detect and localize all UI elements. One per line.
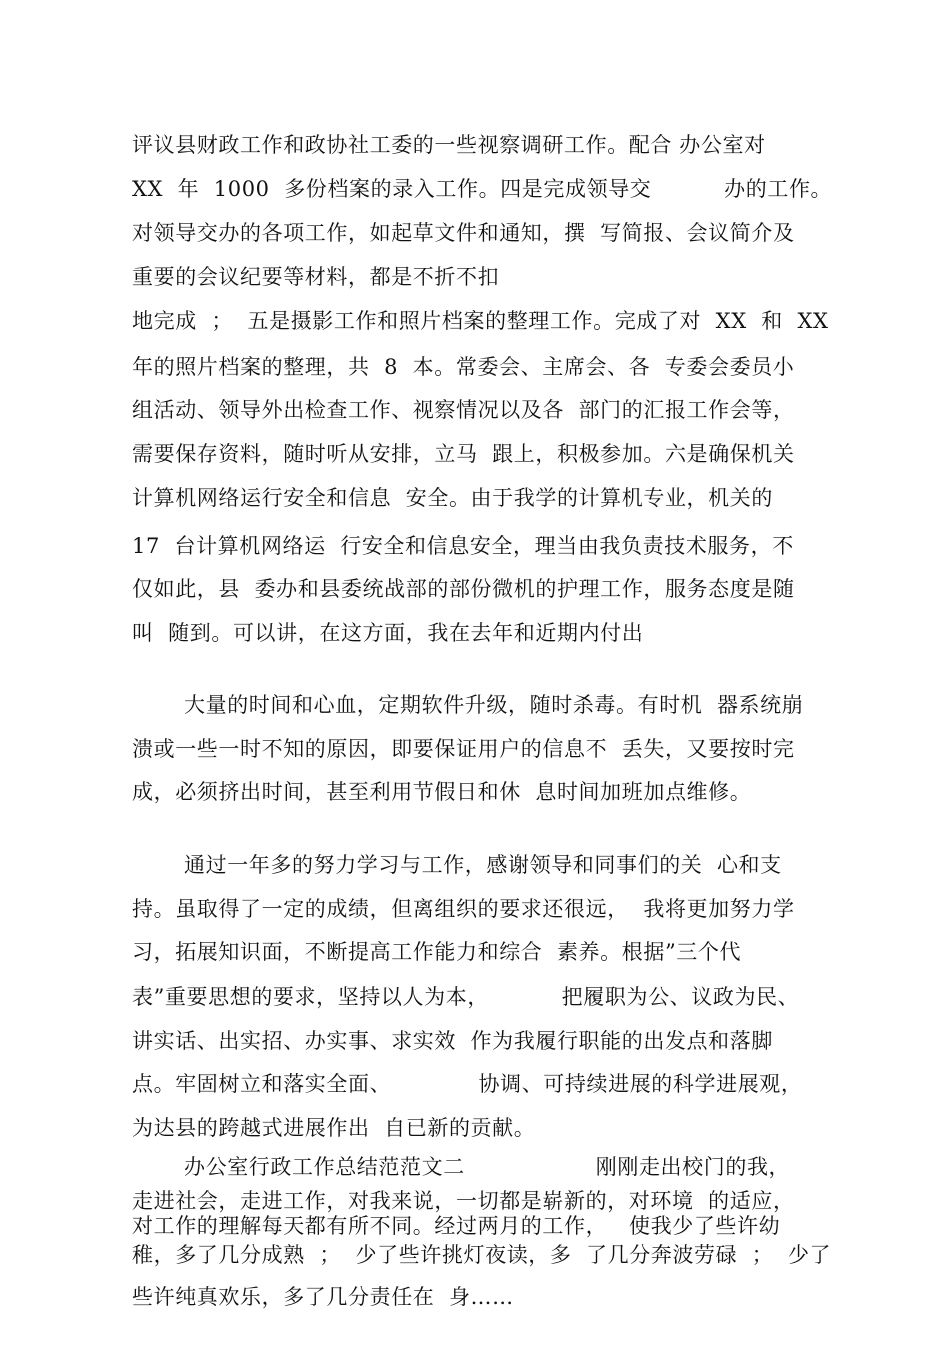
text-line: 讲实话、出实招、办实事、求实效 作为我履行职能的出发点和落脚 xyxy=(132,1029,773,1053)
text-line: 些许纯真欢乐，多了几分责任在 身…… xyxy=(132,1285,514,1309)
text-line: 办公室行政工作总结范范文二 刚刚走出校门的我， xyxy=(184,1155,791,1179)
text-line: 年的照片档案的整理，共 8 本。常委会、主席会、各 专委会委员小 xyxy=(132,355,795,379)
text-line: 地完成 ； 五是摄影工作和照片档案的整理工作。完成了对 XX 和 XX xyxy=(132,309,829,333)
text-line: 习，拓展知识面，不断提高工作能力和综合 素养。根据”三个代 xyxy=(132,940,742,964)
text-line: 点。牢固树立和落实全面、 协调、可持续进展的科学进展观， xyxy=(132,1072,803,1096)
text-line: XX 年 1000 多份档案的录入工作。四是完成领导交 办的工作。 xyxy=(132,177,833,201)
text-line: 叫 随到。可以讲，在这方面，我在去年和近期内付出 xyxy=(132,621,644,645)
text-line: 需要保存资料，随时听从安排，立马 跟上，积极参加。六是确保机关 xyxy=(132,442,795,466)
text-line: 计算机网络运行安全和信息 安全。由于我学的计算机专业，机关的 xyxy=(132,486,773,510)
text-line: 17 台计算机网络运 行安全和信息安全，理当由我负责技术服务，不 xyxy=(132,534,794,558)
text-line: 对工作的理解每天都有所不同。经过两月的工作， 使我少了些许幼 xyxy=(132,1214,781,1238)
text-line: 仅如此，县 委办和县委统战部的部份微机的护理工作，服务态度是随 xyxy=(132,577,795,601)
text-line: 组活动、领导外出检查工作、视察情况以及各 部门的汇报工作会等， xyxy=(132,398,795,422)
text-line: 大量的时间和心血，定期软件升级，随时杀毒。有时机 器系统崩 xyxy=(184,693,804,717)
text-line: 稚，多了几分成熟 ； 少了些许挑灯夜读，多 了几分奔波劳碌 ； 少了 xyxy=(132,1243,832,1267)
text-line: 重要的会议纪要等材料，都是不折不扣 xyxy=(132,265,500,289)
text-line: 为达县的跨越式进展作出 自已新的贡献。 xyxy=(132,1116,536,1140)
text-line: 对领导交办的各项工作，如起草文件和通知，撰 写简报、会议简介及 xyxy=(132,221,795,245)
text-line: 评议县财政工作和政协社工委的一些视察调研工作。配合 办公室对 xyxy=(132,133,766,157)
text-line: 通过一年多的努力学习与工作，感谢领导和同事们的关 心和支 xyxy=(184,853,782,877)
text-line: 溃或一些一时不知的原因，即要保证用户的信息不 丢失，又要按时完 xyxy=(132,737,795,761)
text-line: 走进社会，走进工作，对我来说，一切都是崭新的，对环境 的适应， xyxy=(132,1189,795,1213)
text-line: 持。虽取得了一定的成绩，但离组织的要求还很远， 我将更加努力学 xyxy=(132,897,795,921)
text-line: 成，必须挤出时间，甚至利用节假日和休 息时间加班加点维修。 xyxy=(132,780,752,804)
text-line: 表”重要思想的要求，坚持以人为本， 把履职为公、议政为民、 xyxy=(132,985,800,1009)
